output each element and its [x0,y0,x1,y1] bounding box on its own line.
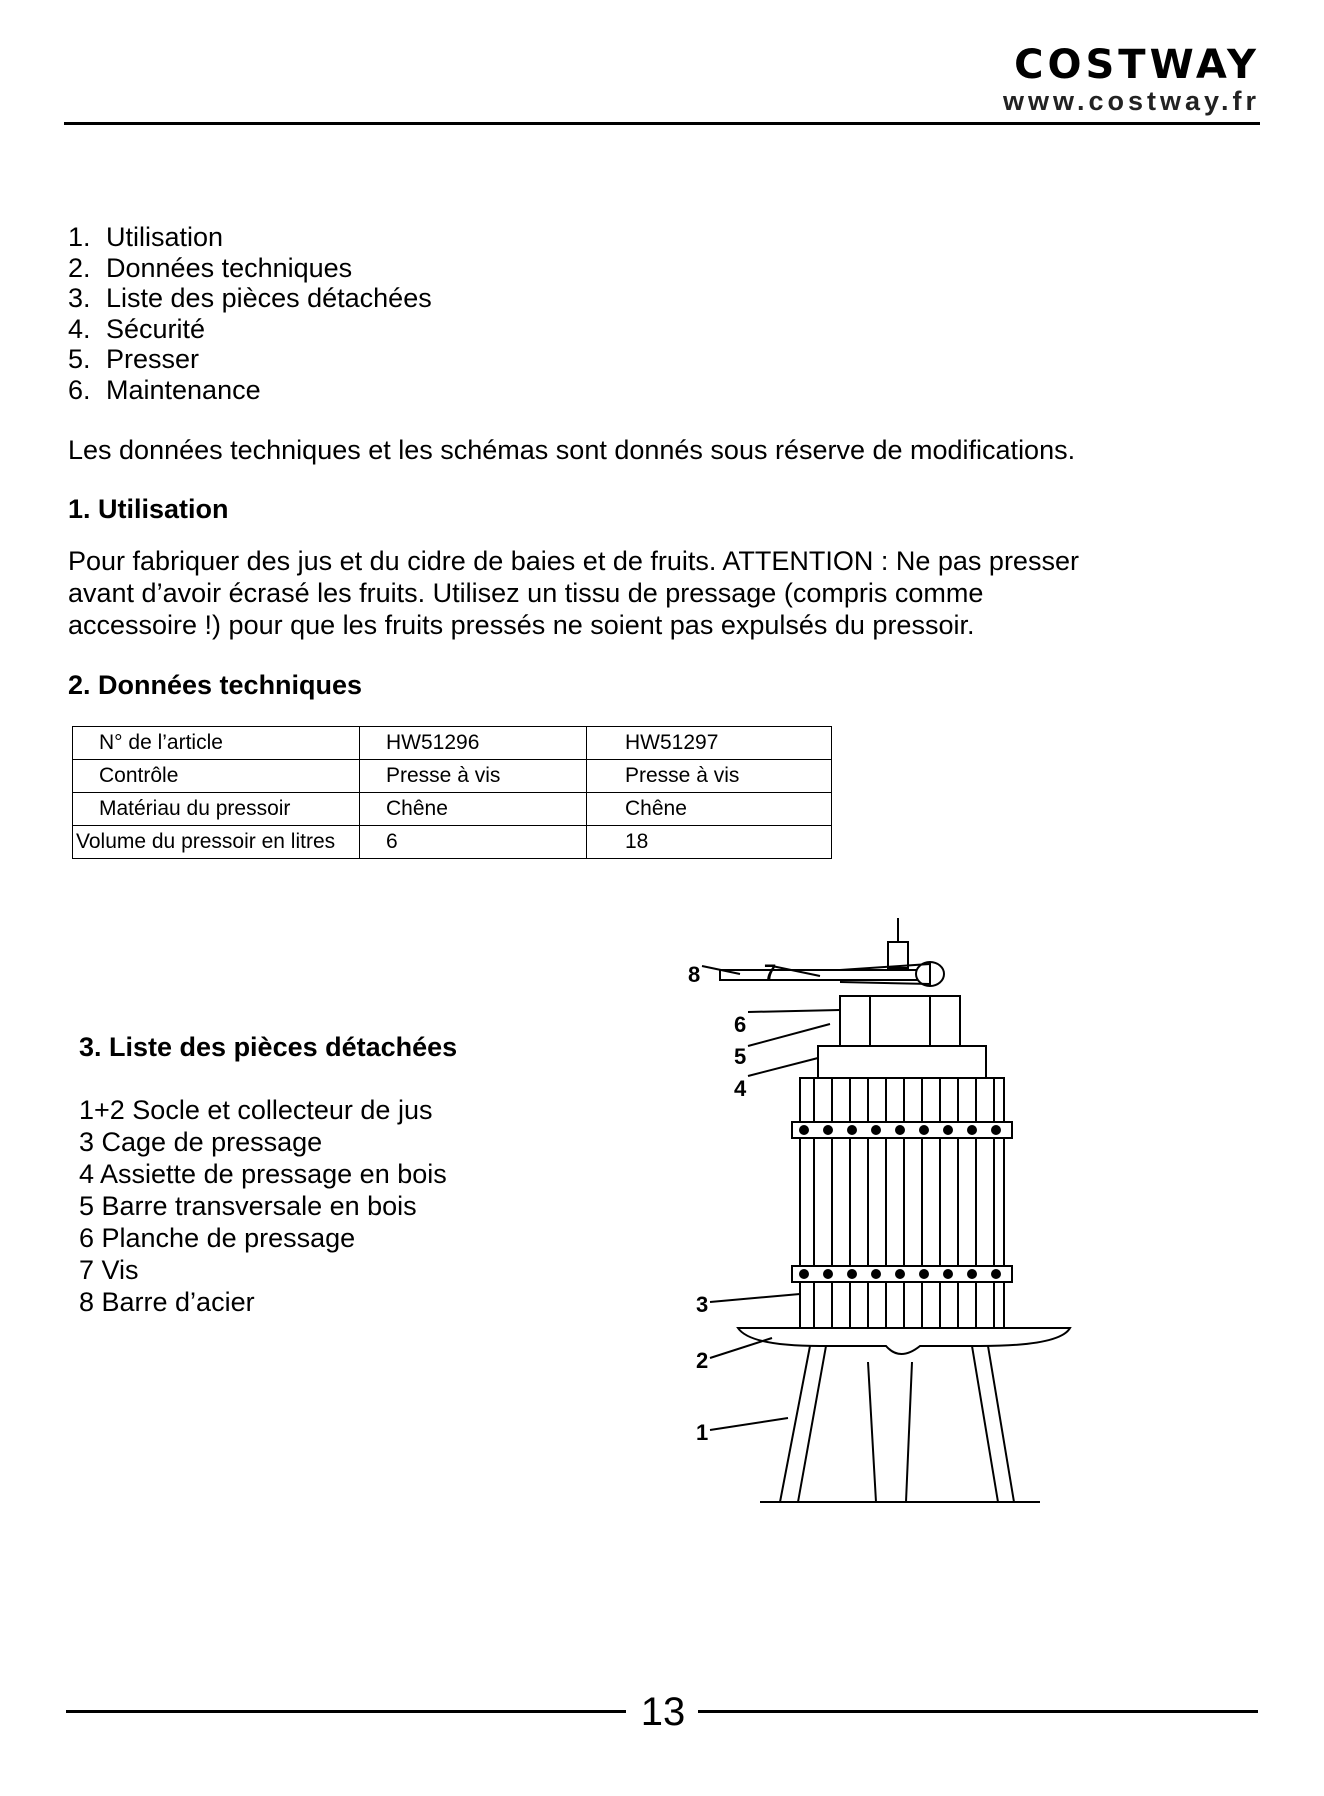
section-1-title: 1. Utilisation [68,494,229,524]
table-row [73,727,832,760]
table-cell: Matériau du pressoir [73,793,360,826]
table-row [73,793,832,826]
crossbar [818,1046,986,1078]
band-bolt [824,1126,832,1134]
leg-center [868,1362,912,1502]
table-row [73,760,832,793]
pressing-board [840,996,960,1046]
table-cell: 18 [587,826,832,859]
part-label: 4 [734,1076,747,1101]
brand-block [1003,44,1260,116]
footer-divider-right [698,1710,1258,1713]
leg-right [972,1346,1014,1502]
table-cell: Presse à vis [587,760,832,793]
toc-number: 1. [68,222,91,252]
toc-item [68,344,432,375]
body-line: avant d’avoir écrasé les fruits. Utilisez un tissu de pressage (compris comme [68,578,984,608]
band-bolt [968,1270,976,1278]
part-label: 3 [696,1292,709,1317]
disclaimer: Les données techniques et les schémas sont donnés sous réserve de modifications. [68,435,1076,465]
band-bolt [944,1270,952,1278]
band-bolt [896,1270,904,1278]
band-bolt [824,1270,832,1278]
band-bolt [968,1126,976,1134]
juice-collector [738,1328,1070,1354]
section-1-body [68,545,1079,641]
brand-url: www.costway.fr [1002,86,1260,116]
table-of-contents [68,222,432,406]
leader-line [710,1338,772,1358]
band-bolt [848,1126,856,1134]
table-cell: Contrôle [73,760,360,793]
band-bolt [800,1270,808,1278]
table-row [73,826,832,859]
table-cell: HW51296 [360,727,587,760]
footer-divider-left [66,1710,626,1713]
toc-item [68,314,432,345]
section-2-title: 2. Données techniques [68,670,363,700]
list-item: 6 Planche de pressage [79,1223,356,1253]
part-label: 7 [764,960,777,985]
band-bolt [848,1270,856,1278]
table-cell: Chêne [587,793,832,826]
pressing-cage [800,1078,1004,1328]
toc-number: 5. [68,344,91,375]
band-bolt [944,1126,952,1134]
band-bolt [872,1270,880,1278]
spec-table [72,726,832,859]
list-item: 8 Barre d’acier [79,1287,255,1317]
toc-label: Liste des pièces détachées [106,283,432,314]
toc-item [68,222,432,253]
table-cell: Chêne [360,793,587,826]
header-divider [64,122,1260,125]
list-item: 7 Vis [79,1255,139,1285]
fruit-press-diagram [680,910,1080,1510]
steel-bar [720,970,930,980]
toc-label: Presser [106,344,200,375]
part-label: 5 [734,1044,747,1069]
toc-item [68,253,432,284]
list-item: 1+2 Socle et collecteur de jus [79,1095,433,1125]
leader-line [748,1024,830,1046]
band-bolt [920,1270,928,1278]
table-cell: Presse à vis [360,760,587,793]
band-bolt [896,1126,904,1134]
leader-line [748,1058,818,1076]
band-bolt [920,1126,928,1134]
table-cell: Volume du pressoir en litres [73,826,360,859]
part-label: 1 [696,1420,709,1445]
toc-item [68,375,432,406]
list-item: 3 Cage de pressage [79,1127,323,1157]
page-number: 13 [640,1690,686,1734]
part-label: 8 [688,962,701,987]
list-item: 4 Assiette de pressage en bois [79,1159,447,1189]
leader-line [710,1418,788,1430]
screw-nut [888,942,908,968]
part-label: 6 [734,1012,747,1037]
table-cell: 6 [360,826,587,859]
body-line: accessoire !) pour que les fruits pressés ne soient pas expulsés du pressoir. [68,610,975,640]
band-bolt [992,1126,1000,1134]
band-bolt [992,1270,1000,1278]
toc-number: 3. [68,283,91,314]
toc-number: 2. [68,252,91,283]
leader-line [710,1294,800,1302]
toc-number: 4. [68,313,91,344]
brand-logo: COSTWAY [1014,42,1260,88]
leader-line [748,1010,840,1012]
band-bolt [872,1126,880,1134]
toc-number: 6. [68,374,91,405]
section-3-title: 3. Liste des pièces détachées [79,1032,458,1062]
list-item: 5 Barre transversale en bois [79,1191,417,1221]
toc-label: Maintenance [106,374,261,405]
table-cell: HW51297 [587,727,832,760]
leg-left [780,1346,826,1502]
part-label: 2 [696,1348,709,1373]
toc-label: Utilisation [106,222,224,252]
body-line: Pour fabriquer des jus et du cidre de baies et de fruits. ATTENTION : Ne pas presser [68,546,1079,576]
toc-item [68,283,432,314]
table-cell: N° de l’article [73,727,360,760]
parts-list [79,1094,447,1318]
band-bolt [800,1126,808,1134]
toc-label: Sécurité [106,313,206,344]
toc-label: Données techniques [106,252,353,283]
